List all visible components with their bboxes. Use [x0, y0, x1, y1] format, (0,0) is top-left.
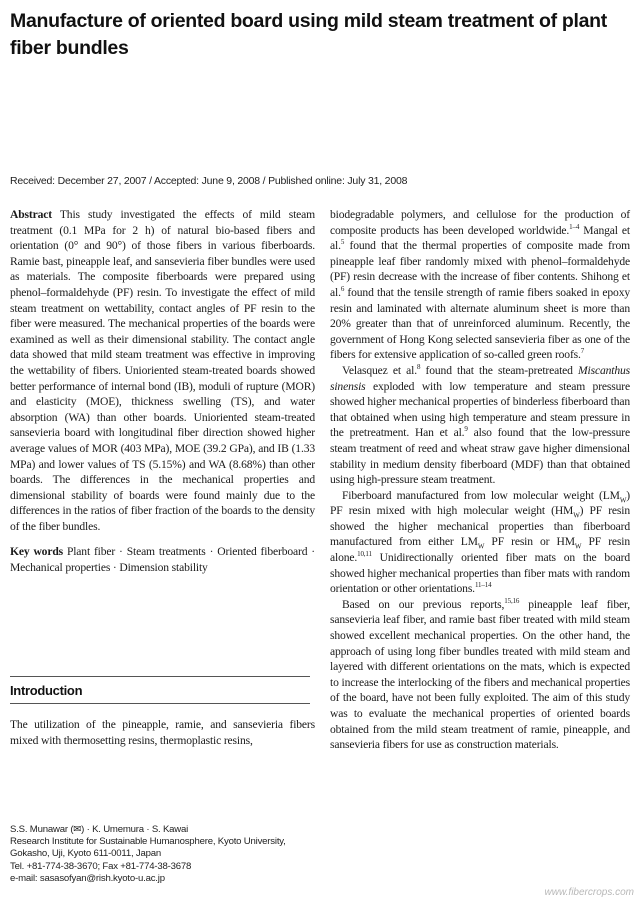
- p2-text-d: also found that the low-pressure steam treatment of reed and wheat straw gave higher dimensional stability in medium density fiberboard (MDF) than that obtained using high-pressure steam treatment.: [330, 426, 631, 487]
- citation-ref: 5: [340, 238, 345, 247]
- intro-paragraph-1: [330, 207, 630, 363]
- subscript-w: W: [619, 496, 627, 504]
- section-rule-bottom: [10, 703, 310, 704]
- p3-text-f: Unidirectionally oriented fiber mats on the board showed higher mechanical properties than fiber mats with random orientation or other orientations.: [330, 551, 630, 596]
- p1-text-c: found that the thermal properties of composite made from pineapple leaf fiber randomly mixed with phenol–formaldehyde (PF) resin decrease with the increase of fiber contents. Shihong et al.: [330, 239, 630, 299]
- subscript-w: W: [573, 511, 580, 520]
- email-line: e-mail: sasasofyan@rish.kyoto-u.ac.jp: [10, 872, 165, 884]
- watermark: www.fibercrops.com: [544, 887, 634, 898]
- citation-ref: 7: [580, 347, 585, 356]
- citation-ref: 11–14: [474, 581, 492, 590]
- keywords-text: Plant fiber · Steam treatments · Oriented fiberboard · Mechanical properties · Dimension stability: [10, 545, 315, 575]
- institute-line: Research Institute for Sustainable Humanosphere, Kyoto University,: [10, 836, 286, 848]
- p3-text-e: PF resin alone.: [330, 535, 630, 565]
- author-line: S.S. Munawar (✉) · K. Umemura · S. Kawai: [10, 824, 189, 835]
- phone-line: Tel. +81-774-38-3670; Fax +81-774-38-3678: [10, 860, 192, 872]
- introduction-heading: Introduction: [10, 683, 83, 698]
- p2-text-b: found that the steam-pretreated: [420, 363, 579, 377]
- p3-text-a: Fiberboard manufactured from low molecular weight (LM: [342, 488, 620, 502]
- p4-text-b: pineapple leaf fiber, sansevieria leaf fiber, and ramie bast fiber treated with mild steam showed excellent mechanical properties. On the other hand, the approach of using long fiber bundles treated with mild steam and layered with different orientations on the mats, which is expected to increase the interlocking of the fibers and mechanical properties of the board, have not been fully exploited. The aim of this study was to evaluate the mechanical properties of oriented boards obtained from the mild steam treatment of ramie, pineapple, and sansevieria fibers for use as construction materials.: [330, 597, 631, 752]
- intro-paragraph-3: [330, 488, 630, 597]
- subscript-w: W: [477, 542, 485, 551]
- section-rule-top: [10, 676, 310, 677]
- address-line: Gokasho, Uji, Kyoto 611-0011, Japan: [10, 848, 162, 860]
- p2-text-c: exploded with low temperature and steam pressure showed higher mechanical properties of binderless fiberboard than that obtained when using high temperature and steam pressure in the pretreatment. Han et al.: [330, 379, 630, 440]
- p4-text-a: Based on our previous reports,: [342, 597, 505, 611]
- abstract-paragraph: [10, 207, 315, 534]
- citation-ref: 1–4: [569, 222, 580, 231]
- species-name: Miscanthus sinensis: [330, 363, 631, 393]
- right-column: [330, 207, 630, 753]
- p2-text-a: Velasquez et al.: [342, 363, 417, 377]
- p3-text-b: ) PF resin mixed with high molecular weight (HM: [330, 488, 630, 518]
- citation-ref: 8: [416, 363, 421, 372]
- p1-text-d: found that the tensile strength of ramie fibers soaked in epoxy resin and laminated with alternate aluminum sheet is more than 20% greater than that of unreinforced aluminum. Recently, the government of Hong Kong selected sansevieria fiber as one of the fibers for extensive application of so-called green roofs.: [330, 285, 630, 362]
- article-title: Manufacture of oriented board using mild steam treatment of plant fiber bundles: [10, 10, 607, 59]
- keywords-paragraph: [10, 544, 315, 575]
- received-dates: Received: December 27, 2007 / Accepted: June 9, 2008 / Published online: July 31, 2008: [10, 175, 408, 187]
- citation-ref: 6: [340, 285, 345, 294]
- citation-ref: 9: [464, 425, 468, 434]
- citation-ref: 15,16: [504, 596, 520, 605]
- citation-ref: 10,11: [357, 550, 372, 559]
- p1-text-a: biodegradable polymers, and cellulose for the production of composite products has been developed worldwide.: [330, 208, 630, 237]
- p1-text-b: Mangal et al.: [330, 223, 630, 253]
- affiliation-block: [10, 824, 320, 885]
- intro-paragraph-2: [330, 363, 630, 488]
- p3-text-d: PF resin or HM: [484, 535, 575, 549]
- abstract-label: Abstract: [10, 208, 52, 221]
- subscript-w: W: [574, 542, 582, 551]
- p3-text-c: ) PF resin showed the higher mechanical properties than fiberboard manufactured from either LM: [330, 504, 630, 549]
- intro-paragraph-4: [330, 597, 630, 753]
- keywords-label: Key words: [10, 545, 63, 559]
- introduction-text: The utilization of the pineapple, ramie, and sansevieria fibers mixed with thermosetting resins, thermoplastic resins,: [10, 718, 315, 747]
- left-column: [10, 207, 315, 576]
- abstract-text: This study investigated the effects of mild steam treatment (0.1 MPa for 2 h) of natural bio-based fibers and orientation (0° and 90°) of those fibers in various fiberboards. Ramie bast, pineapple leaf, and sansevieria fiber bundles were used as materials. The composite fiberboards were prepared using phenol–formaldehyde (PF) resin. To investigate the effect of mild steam treatment on wettability, contact angles of PF resin to the fiber were measured. The mechanical properties of the boards were examined as well as their dimensional stability. The contact angle data showed that mild steam treatment was effective in improving the wettability of fibers. Unioriented steam-treated boards showed better performance of internal bond (IB), moduli of rupture (MOR) and elasticity (MOE), thickness swelling (TS), and water absorption (WA) than other boards. Unioriented steam-treated sansevieria board with longitudinal fiber direction showed higher average values of MOR (403 MPa), MOE (39.2 GPa), and IB (1.33 MPa) and lower values of TS (5.15%) and WA (8.68%) than other boards. The differences in the mechanical properties and dimensional stability of boards were found mainly due to the differences in the ratios of fiber fraction of the boards to the density of the fiber bundles.: [10, 208, 315, 533]
